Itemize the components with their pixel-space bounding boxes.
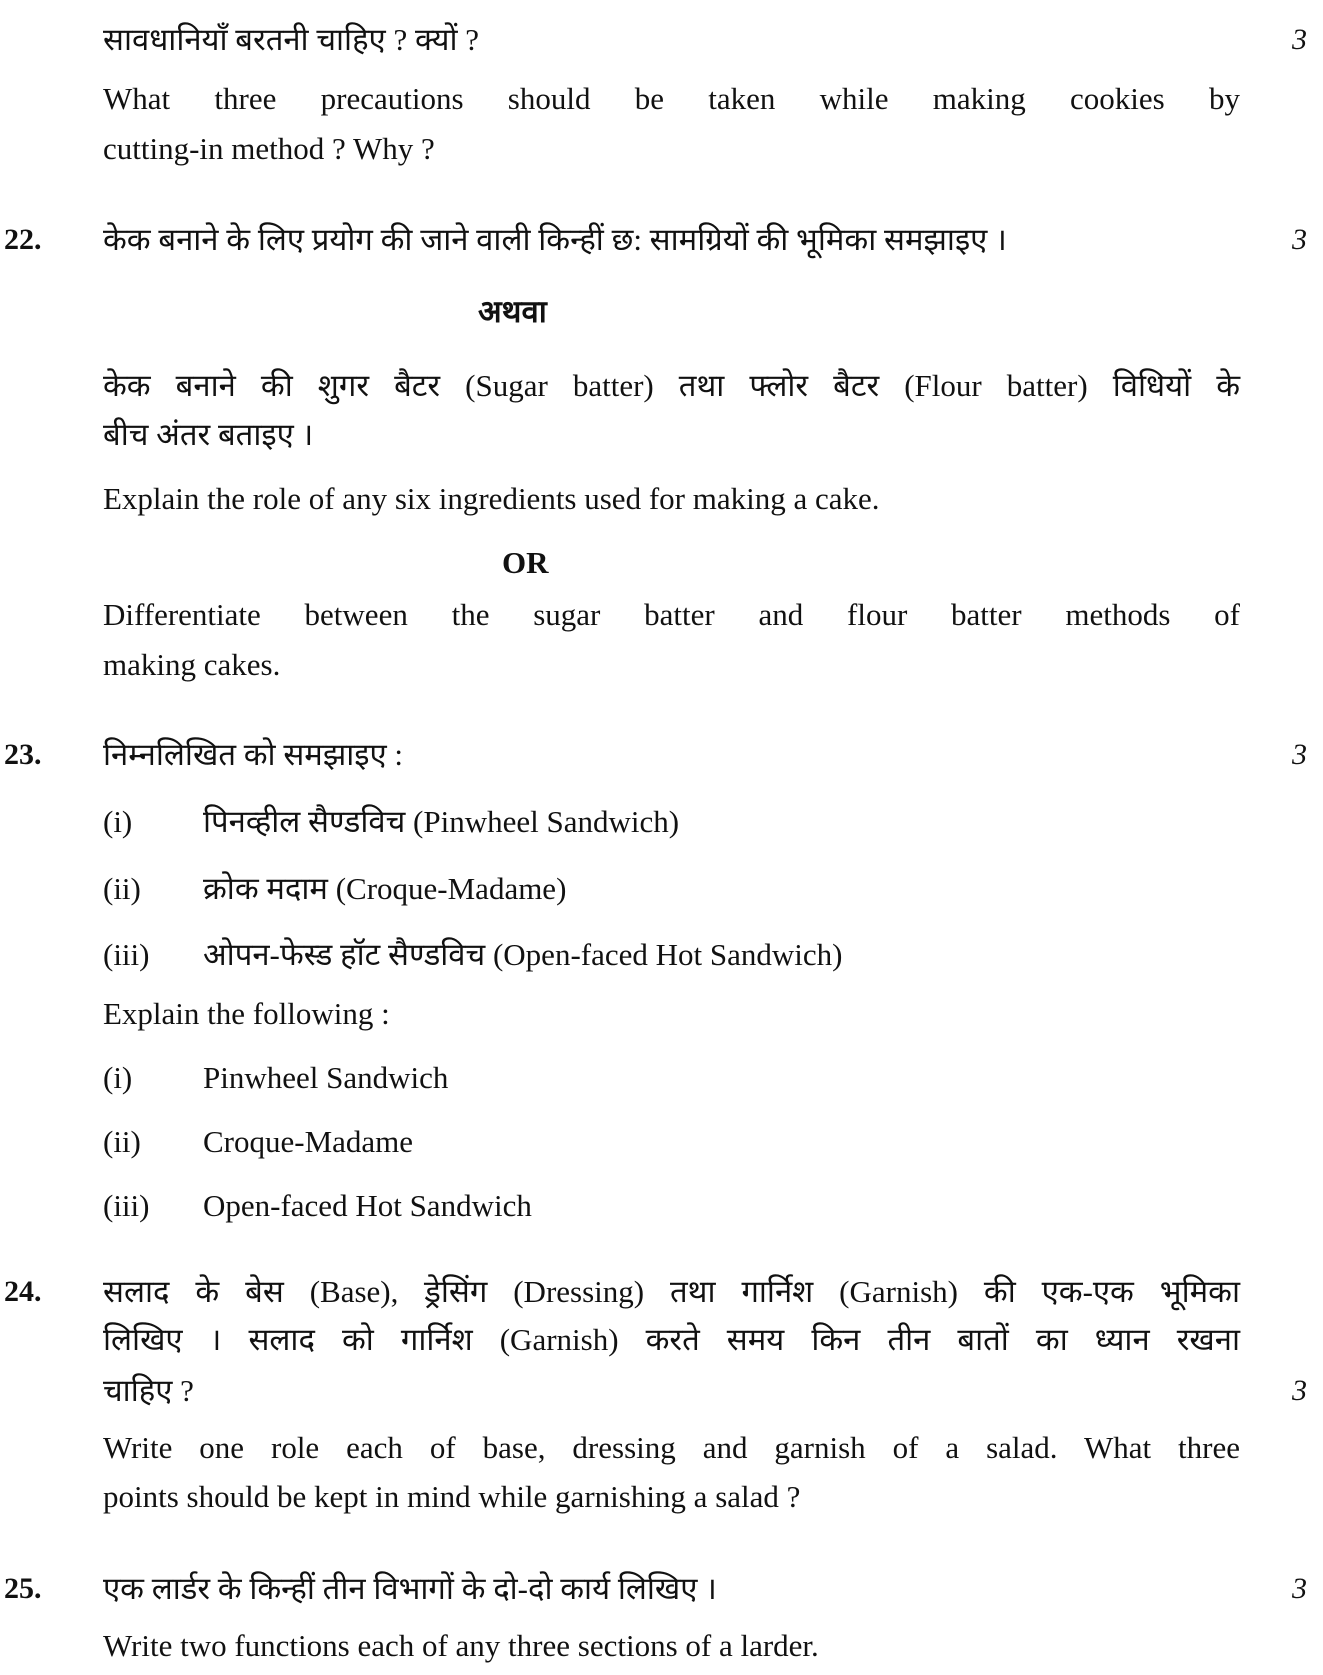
q23-hindi-text: निम्नलिखित को समझाइए :	[103, 737, 404, 772]
q24-hindi-line: लिखिए । सलाद को गार्निश (Garnish) करते समय किन तीन बातों का ध्यान रखना	[103, 1322, 1240, 1357]
q21-english-line: What three precautions should be taken while making cookies by	[103, 81, 1240, 116]
q23-english-item	[103, 1186, 532, 1226]
q22-or-english: OR	[502, 545, 549, 580]
q21-english-line: cutting-in method ? Why ?	[103, 131, 435, 166]
q21-marks: 3	[1292, 23, 1307, 56]
q25-hindi-text: एक लार्डर के किन्हीं तीन विभागों के दो-दो कार्य लिखिए ।	[103, 1571, 717, 1606]
item-text: Open-faced Hot Sandwich	[203, 1188, 532, 1223]
q23-english-item	[103, 1058, 448, 1098]
q23-hindi-item	[103, 802, 679, 842]
q24-marks: 3	[1292, 1374, 1307, 1407]
q24-number: 24.	[4, 1275, 42, 1308]
item-text: क्रोक मदाम (Croque-Madame)	[203, 871, 567, 906]
q24-hindi-line: सलाद के बेस (Base), ड्रेसिंग (Dressing) तथा गार्निश (Garnish) की एक-एक भूमिका	[103, 1274, 1240, 1309]
item-label: (iii)	[103, 937, 150, 972]
item-label: (i)	[103, 804, 133, 839]
item-label: (i)	[103, 1060, 133, 1095]
q23-hindi-item	[103, 869, 566, 909]
q23-number: 23.	[4, 738, 42, 771]
q23-hindi-item	[103, 935, 842, 975]
q22-marks: 3	[1292, 223, 1307, 256]
item-label: (ii)	[103, 871, 141, 906]
q22-alt-hindi-line: केक बनाने की शुगर बैटर (Sugar batter) तथा फ्लोर बैटर (Flour batter) विधियों के	[103, 368, 1240, 403]
item-text: Croque-Madame	[203, 1124, 414, 1159]
q24-english-line: points should be kept in mind while garnishing a salad ?	[103, 1479, 801, 1514]
q22-alt-hindi-line: बीच अंतर बताइए ।	[103, 417, 314, 452]
q24-english-line: Write one role each of base, dressing and garnish of a salad. What three	[103, 1430, 1240, 1465]
item-label: (iii)	[103, 1188, 150, 1223]
item-text: पिनव्हील सैण्डविच (Pinwheel Sandwich)	[203, 804, 680, 839]
q24-hindi-line: चाहिए ?	[103, 1373, 194, 1408]
item-label: (ii)	[103, 1124, 141, 1159]
item-text: ओपन-फेस्ड हॉट सैण्डविच (Open-faced Hot Sandwich)	[203, 937, 843, 972]
q25-number: 25.	[4, 1572, 42, 1605]
q21-hindi-text: सावधानियाँ बरतनी चाहिए ? क्यों ?	[103, 22, 480, 57]
q22-number: 22.	[4, 223, 42, 256]
item-text: Pinwheel Sandwich	[203, 1060, 449, 1095]
q22-english-text: Explain the role of any six ingredients used for making a cake.	[103, 481, 880, 516]
q22-or-hindi: अथवा	[478, 294, 547, 329]
q23-marks: 3	[1292, 738, 1307, 771]
q25-english-text: Write two functions each of any three sections of a larder.	[103, 1628, 819, 1663]
q23-english-item	[103, 1122, 413, 1162]
q22-hindi-text: केक बनाने के लिए प्रयोग की जाने वाली किन्हीं छ: सामग्रियों की भूमिका समझाइए ।	[103, 222, 1007, 257]
q23-english-text: Explain the following :	[103, 996, 390, 1031]
q22-alt-english-line: making cakes.	[103, 647, 281, 682]
q25-marks: 3	[1292, 1572, 1307, 1605]
q22-alt-english-line: Differentiate between the sugar batter and flour batter methods of	[103, 597, 1240, 632]
